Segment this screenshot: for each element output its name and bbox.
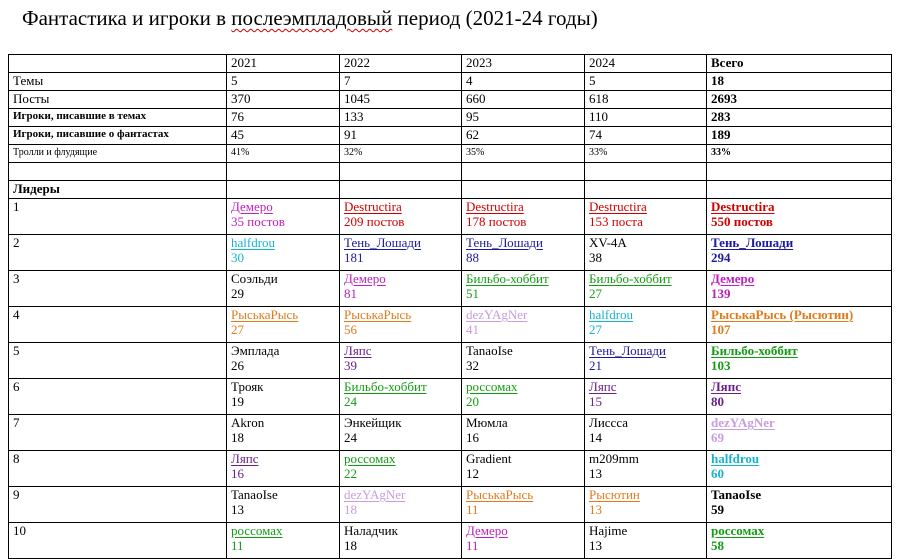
leader-name: TanaoIse bbox=[231, 487, 278, 502]
leader-name: Энкейщик bbox=[344, 415, 402, 430]
title-underlined-word: послеэмпладовый bbox=[231, 6, 393, 30]
stat-value: 133 bbox=[340, 109, 462, 127]
stats-table bbox=[8, 54, 892, 559]
leader-count: 13 bbox=[231, 502, 244, 517]
leader-count: 107 bbox=[711, 322, 731, 337]
leader-cell bbox=[462, 487, 585, 523]
leader-name: Ляпс bbox=[711, 379, 741, 394]
stats-row-players-fantasts bbox=[9, 127, 892, 145]
leader-name: Destructira bbox=[344, 199, 402, 214]
leader-count: 14 bbox=[589, 430, 602, 445]
leader-count: 11 bbox=[466, 538, 479, 553]
leader-name: halfdrou bbox=[231, 235, 276, 250]
leader-row bbox=[9, 523, 892, 559]
leader-row bbox=[9, 199, 892, 235]
leader-count: 19 bbox=[231, 394, 244, 409]
leader-total-cell bbox=[707, 415, 892, 451]
leader-row bbox=[9, 487, 892, 523]
stat-total: 189 bbox=[707, 127, 892, 145]
leader-name: РыськаРысь bbox=[344, 307, 412, 322]
leader-name: halfdrou bbox=[711, 451, 760, 466]
leader-name: РыськаРысь bbox=[231, 307, 299, 322]
leader-name: Тень_Лошади bbox=[711, 235, 794, 250]
leader-cell bbox=[227, 523, 340, 559]
leader-cell bbox=[340, 379, 462, 415]
empty-cell bbox=[9, 163, 227, 181]
leader-name: dezYAgNer bbox=[711, 415, 775, 430]
leader-cell bbox=[462, 271, 585, 307]
leader-name: Демеро bbox=[344, 271, 386, 286]
leader-name: Ляпс bbox=[344, 343, 372, 358]
leaders-heading-row bbox=[9, 181, 892, 199]
header-cell-label bbox=[9, 55, 227, 73]
leader-cell bbox=[227, 343, 340, 379]
leader-row bbox=[9, 271, 892, 307]
leader-total-cell bbox=[707, 523, 892, 559]
leader-cell bbox=[340, 451, 462, 487]
leader-count: 21 bbox=[589, 358, 602, 373]
empty-cell bbox=[707, 163, 892, 181]
leader-count: 58 bbox=[711, 538, 724, 553]
stat-value: 74 bbox=[585, 127, 707, 145]
empty-cell bbox=[340, 181, 462, 199]
leader-cell bbox=[585, 199, 707, 235]
row-label: Игроки, писавшие в темах bbox=[9, 109, 227, 127]
stat-total: 33% bbox=[707, 145, 892, 163]
row-label: Тролли и флудящие bbox=[9, 145, 227, 163]
leader-name: Ляпс bbox=[589, 379, 617, 394]
leader-cell bbox=[340, 307, 462, 343]
leader-cell bbox=[585, 307, 707, 343]
leader-name: Тень_Лошади bbox=[589, 343, 666, 358]
leader-count: 24 bbox=[344, 430, 357, 445]
leader-count: 32 bbox=[466, 358, 479, 373]
leader-count: 153 поста bbox=[589, 214, 643, 229]
leader-count: 35 постов bbox=[231, 214, 285, 229]
leader-count: 294 bbox=[711, 250, 731, 265]
leader-total-cell bbox=[707, 379, 892, 415]
leader-count: 11 bbox=[466, 502, 479, 517]
leader-total-cell bbox=[707, 235, 892, 271]
header-cell-2022: 2022 bbox=[340, 55, 462, 73]
leader-count: 41 bbox=[466, 322, 479, 337]
leader-count: 51 bbox=[466, 286, 479, 301]
row-label: Игроки, писавшие о фантастах bbox=[9, 127, 227, 145]
leader-name: Лиссса bbox=[589, 415, 629, 430]
leader-cell bbox=[585, 271, 707, 307]
leader-rank: 2 bbox=[9, 235, 227, 271]
page-title bbox=[22, 4, 598, 32]
leader-name: Бильбо-хоббит bbox=[711, 343, 798, 358]
header-cell-2023: 2023 bbox=[462, 55, 585, 73]
leader-cell bbox=[340, 235, 462, 271]
empty-cell bbox=[340, 163, 462, 181]
leader-name: РыськаРысь bbox=[466, 487, 534, 502]
leader-cell bbox=[227, 379, 340, 415]
stat-total: 283 bbox=[707, 109, 892, 127]
leader-cell bbox=[585, 343, 707, 379]
leader-cell bbox=[585, 415, 707, 451]
stat-value: 76 bbox=[227, 109, 340, 127]
leader-cell bbox=[340, 343, 462, 379]
leader-count: 22 bbox=[344, 466, 357, 481]
leader-count: 18 bbox=[344, 538, 357, 553]
leader-cell bbox=[227, 271, 340, 307]
row-label: Темы bbox=[9, 73, 227, 91]
leader-rank: 5 bbox=[9, 343, 227, 379]
leader-total-cell bbox=[707, 343, 892, 379]
leader-row bbox=[9, 343, 892, 379]
leader-name: Рысютин bbox=[589, 487, 640, 502]
leader-name: Akron bbox=[231, 415, 265, 430]
leader-count: 27 bbox=[589, 286, 602, 301]
leader-cell bbox=[462, 307, 585, 343]
title-after: период (2021-24 годы) bbox=[392, 6, 598, 30]
leader-rank: 6 bbox=[9, 379, 227, 415]
leader-count: 26 bbox=[231, 358, 244, 373]
leader-rank: 10 bbox=[9, 523, 227, 559]
leader-name: РыськаРысь (Рысютин) bbox=[711, 307, 854, 322]
leader-row bbox=[9, 235, 892, 271]
empty-cell bbox=[227, 163, 340, 181]
stat-value: 5 bbox=[227, 73, 340, 91]
leader-cell bbox=[462, 343, 585, 379]
leader-name: dezYAgNer bbox=[344, 487, 406, 502]
leader-count: 24 bbox=[344, 394, 357, 409]
leaders-heading: Лидеры bbox=[9, 181, 227, 199]
leader-name: dezYAgNer bbox=[466, 307, 528, 322]
empty-cell bbox=[585, 181, 707, 199]
leader-name: TanaoIse bbox=[711, 487, 762, 502]
leader-total-cell bbox=[707, 307, 892, 343]
leader-row bbox=[9, 451, 892, 487]
stats-row-posts bbox=[9, 91, 892, 109]
leader-cell bbox=[585, 523, 707, 559]
leader-name: Hajime bbox=[589, 523, 628, 538]
stat-value: 660 bbox=[462, 91, 585, 109]
leader-name: Бильбо-хоббит bbox=[466, 271, 549, 286]
leader-cell bbox=[227, 487, 340, 523]
leader-cell bbox=[462, 199, 585, 235]
leader-row bbox=[9, 379, 892, 415]
leader-rank: 3 bbox=[9, 271, 227, 307]
stat-value: 32% bbox=[340, 145, 462, 163]
stat-value: 370 bbox=[227, 91, 340, 109]
leader-cell bbox=[340, 415, 462, 451]
leader-cell bbox=[585, 235, 707, 271]
leader-name: Демеро bbox=[231, 199, 273, 214]
stat-value: 41% bbox=[227, 145, 340, 163]
stats-row-players-topics bbox=[9, 109, 892, 127]
stat-value: 45 bbox=[227, 127, 340, 145]
stat-value: 33% bbox=[585, 145, 707, 163]
leader-name: Destructira bbox=[589, 199, 647, 214]
leader-count: 209 постов bbox=[344, 214, 405, 229]
stat-total: 2693 bbox=[707, 91, 892, 109]
empty-cell bbox=[585, 163, 707, 181]
stat-value: 91 bbox=[340, 127, 462, 145]
empty-cell bbox=[462, 163, 585, 181]
leader-count: 27 bbox=[589, 322, 602, 337]
leader-count: 13 bbox=[589, 466, 602, 481]
leader-rank: 1 bbox=[9, 199, 227, 235]
leader-name: россомах bbox=[231, 523, 283, 538]
leader-name: Эмплада bbox=[231, 343, 280, 358]
leader-cell bbox=[462, 235, 585, 271]
leader-name: Gradient bbox=[466, 451, 512, 466]
leader-name: россомах bbox=[711, 523, 765, 538]
leader-cell bbox=[227, 235, 340, 271]
header-row bbox=[9, 55, 892, 73]
leader-name: Тень_Лошади bbox=[344, 235, 421, 250]
leader-count: 39 bbox=[344, 358, 357, 373]
leader-name: TanaoIse bbox=[466, 343, 513, 358]
leader-cell bbox=[462, 451, 585, 487]
leader-row bbox=[9, 415, 892, 451]
leader-count: 30 bbox=[231, 250, 244, 265]
leader-count: 18 bbox=[344, 502, 357, 517]
leader-name: Мюмла bbox=[466, 415, 508, 430]
leader-count: 81 bbox=[344, 286, 357, 301]
leader-count: 139 bbox=[711, 286, 731, 301]
stats-row-topics bbox=[9, 73, 892, 91]
leader-count: 38 bbox=[589, 250, 602, 265]
leader-count: 103 bbox=[711, 358, 731, 373]
leader-count: 16 bbox=[466, 430, 479, 445]
leader-name: россомах bbox=[344, 451, 396, 466]
leader-count: 15 bbox=[589, 394, 602, 409]
stats-row-trolls bbox=[9, 145, 892, 163]
leader-name: Соэльди bbox=[231, 271, 278, 286]
leader-name: halfdrou bbox=[589, 307, 634, 322]
stat-value: 618 bbox=[585, 91, 707, 109]
leader-rank: 7 bbox=[9, 415, 227, 451]
leader-name: Destructira bbox=[466, 199, 524, 214]
leader-count: 13 bbox=[589, 538, 602, 553]
leader-name: Тень_Лошади bbox=[466, 235, 543, 250]
stat-total: 18 bbox=[707, 73, 892, 91]
empty-cell bbox=[227, 181, 340, 199]
leader-cell bbox=[462, 523, 585, 559]
stat-value: 7 bbox=[340, 73, 462, 91]
leader-name: Трояк bbox=[231, 379, 264, 394]
leader-cell bbox=[227, 199, 340, 235]
leader-rank: 9 bbox=[9, 487, 227, 523]
leader-count: 59 bbox=[711, 502, 724, 517]
leader-row bbox=[9, 307, 892, 343]
leader-count: 80 bbox=[711, 394, 724, 409]
leader-total-cell bbox=[707, 271, 892, 307]
leader-cell bbox=[227, 451, 340, 487]
leader-name: XV-4A bbox=[589, 235, 627, 250]
leader-name: Демеро bbox=[466, 523, 508, 538]
leader-cell bbox=[585, 451, 707, 487]
leader-rank: 4 bbox=[9, 307, 227, 343]
leader-count: 69 bbox=[711, 430, 724, 445]
leader-count: 29 bbox=[231, 286, 244, 301]
leader-total-cell bbox=[707, 199, 892, 235]
leader-total-cell bbox=[707, 487, 892, 523]
leader-count: 16 bbox=[231, 466, 244, 481]
leader-count: 18 bbox=[231, 430, 244, 445]
stat-value: 62 bbox=[462, 127, 585, 145]
leader-count: 60 bbox=[711, 466, 724, 481]
leader-cell bbox=[340, 271, 462, 307]
leader-cell bbox=[585, 379, 707, 415]
leader-name: Наладчик bbox=[344, 523, 398, 538]
empty-cell bbox=[462, 181, 585, 199]
leader-count: 181 bbox=[344, 250, 364, 265]
leader-cell bbox=[227, 415, 340, 451]
leader-total-cell bbox=[707, 451, 892, 487]
leader-name: Бильбо-хоббит bbox=[589, 271, 672, 286]
leader-count: 88 bbox=[466, 250, 479, 265]
spacer-row bbox=[9, 163, 892, 181]
stat-value: 35% bbox=[462, 145, 585, 163]
leader-cell bbox=[340, 199, 462, 235]
leader-name: Бильбо-хоббит bbox=[344, 379, 427, 394]
leader-cell bbox=[462, 379, 585, 415]
leader-count: 13 bbox=[589, 502, 602, 517]
leader-count: 550 постов bbox=[711, 214, 773, 229]
leader-name: m209mm bbox=[589, 451, 639, 466]
header-cell-total: Всего bbox=[707, 55, 892, 73]
stat-value: 110 bbox=[585, 109, 707, 127]
leader-count: 12 bbox=[466, 466, 479, 481]
leader-name: Destructira bbox=[711, 199, 775, 214]
leader-count: 27 bbox=[231, 322, 244, 337]
leader-count: 178 постов bbox=[466, 214, 527, 229]
stat-value: 5 bbox=[585, 73, 707, 91]
leader-count: 20 bbox=[466, 394, 479, 409]
leader-name: Ляпс bbox=[231, 451, 259, 466]
stat-value: 4 bbox=[462, 73, 585, 91]
leader-cell bbox=[462, 415, 585, 451]
leader-cell bbox=[585, 487, 707, 523]
leader-count: 56 bbox=[344, 322, 357, 337]
row-label: Посты bbox=[9, 91, 227, 109]
leader-name: Демеро bbox=[711, 271, 755, 286]
stat-value: 95 bbox=[462, 109, 585, 127]
title-before: Фантастика и игроки в bbox=[22, 6, 232, 30]
leader-rank: 8 bbox=[9, 451, 227, 487]
leader-cell bbox=[340, 487, 462, 523]
header-cell-2021: 2021 bbox=[227, 55, 340, 73]
leader-count: 11 bbox=[231, 538, 244, 553]
leader-name: россомах bbox=[466, 379, 518, 394]
leader-cell bbox=[340, 523, 462, 559]
leader-cell bbox=[227, 307, 340, 343]
empty-cell bbox=[707, 181, 892, 199]
stat-value: 1045 bbox=[340, 91, 462, 109]
header-cell-2024: 2024 bbox=[585, 55, 707, 73]
